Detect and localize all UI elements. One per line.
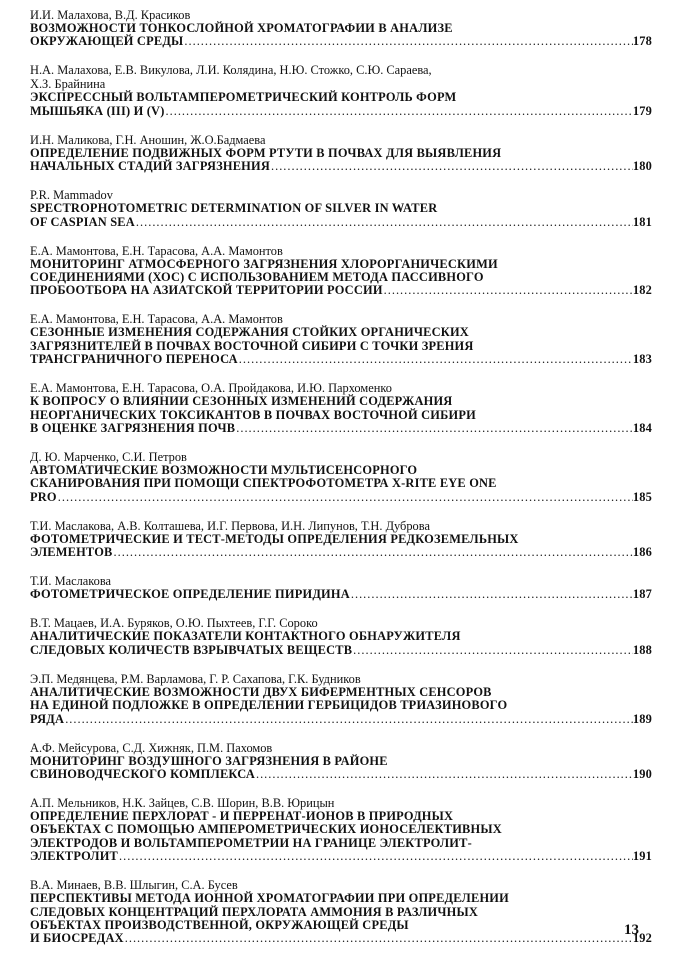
entry-title-line: АНАЛИТИЧЕСКИЕ ВОЗМОЖНОСТИ ДВУХ БИФЕРМЕНТНЫХ СЕНСОРОВ (30, 684, 492, 699)
entry-title-text: И БИОСРЕДАХ (30, 931, 124, 946)
entry-authors: Е.А. Мамонтова, Е.Н. Тарасова, О.А. Пройдакова, И.Ю. Пархоменко (30, 381, 392, 396)
entry-title-line: СЕЗОННЫЕ ИЗМЕНЕНИЯ СОДЕРЖАНИЯ СТОЙКИХ ОРГАНИЧЕСКИХ (30, 325, 469, 340)
entry-authors: В.Т. Мацаев, И.А. Буряков, О.Ю. Пыхтеев, Г.Г. Сороко (30, 616, 318, 631)
entry-title-text: СЛЕДОВЫХ КОЛИЧЕСТВ ВЗРЫВЧАТЫХ ВЕЩЕСТВ (30, 642, 353, 657)
entry-page: 184 (632, 421, 652, 436)
entry-title-line: АВТОМАТИЧЕСКИЕ ВОЗМОЖНОСТИ МУЛЬТИСЕНСОРНОГО (30, 463, 418, 478)
entry-page: 179 (632, 103, 652, 118)
dot-leader (270, 160, 633, 173)
dot-leader (135, 216, 633, 229)
entry-title-line (30, 546, 652, 559)
dot-leader (57, 491, 633, 504)
entry-title-line: ПЕРСПЕКТИВЫ МЕТОДА ИОННОЙ ХРОМАТОГРАФИИ ПРИ ОПРЕДЕЛЕНИИ (30, 891, 509, 906)
entry-page: 186 (632, 545, 652, 560)
entry-title-text: ЭЛЕМЕНТОВ (30, 545, 113, 560)
entry-title-line: SPECTROPHOTOMETRIC DETERMINATION OF SILVER IN WATER (30, 201, 438, 216)
dot-leader (255, 768, 633, 781)
entry-title-line (30, 588, 652, 601)
entry-page: 187 (632, 587, 652, 602)
dot-leader (235, 422, 633, 435)
entry-page: 190 (632, 766, 652, 781)
entry-title-line (30, 284, 652, 297)
entry-title-line: ЭЛЕКТРОДОВ И ВОЛЬТАМПЕРОМЕТРИИ НА ГРАНИЦЕ ЭЛЕКТРОЛИТ- (30, 835, 472, 850)
entry-title-text: ОКРУЖАЮЩЕЙ СРЕДЫ (30, 34, 184, 49)
toc-entry (30, 8, 652, 49)
entry-title-line (30, 713, 652, 726)
entry-authors: Е.А. Мамонтова, Е.Н. Тарасова, А.А. Мамонтов (30, 243, 283, 258)
entry-page: 181 (632, 214, 652, 229)
entry-title-line: ЭКСПРЕССНЫЙ ВОЛЬТАМПЕРОМЕТРИЧЕСКИЙ КОНТРОЛЬ ФОРМ (30, 90, 457, 105)
entry-authors: А.П. Мельников, Н.К. Зайцев, С.В. Шорин, В.В. Юрицын (30, 795, 335, 810)
dot-leader (165, 105, 633, 118)
entry-title-line (30, 422, 652, 435)
entry-title-text: ТРАНСГРАНИЧНОГО ПЕРЕНОСА (30, 352, 238, 367)
entry-title-line (30, 644, 652, 657)
entry-authors: Э.П. Медянцева, Р.М. Варламова, Г. Р. Сахапова, Г.К. Будников (30, 671, 361, 686)
entry-page: 189 (632, 711, 652, 726)
dot-leader (350, 588, 633, 601)
toc-entry (30, 381, 652, 435)
entry-title-line: ФОТОМЕТРИЧЕСКИЕ И ТЕСТ-МЕТОДЫ ОПРЕДЕЛЕНИЯ РЕДКОЗЕМЕЛЬНЫХ (30, 531, 519, 546)
toc-entry (30, 616, 652, 657)
entry-title-line (30, 216, 652, 229)
entry-page: 192 (632, 931, 652, 946)
dot-leader (118, 850, 633, 863)
entry-title-text: МЫШЬЯКА (III) И (V) (30, 103, 165, 118)
entry-title-line: НА ЕДИНОЙ ПОДЛОЖКЕ В ОПРЕДЕЛЕНИИ ГЕРБИЦИДОВ ТРИАЗИНОВОГО (30, 698, 508, 713)
toc-entry (30, 133, 652, 174)
entry-page: 188 (632, 642, 652, 657)
entry-title-text: ФОТОМЕТРИЧЕСКОЕ ОПРЕДЕЛЕНИЕ ПИРИДИНА (30, 587, 350, 602)
entry-authors: Е.А. Мамонтова, Е.Н. Тарасова, А.А. Мамонтов (30, 312, 283, 327)
entry-page: 178 (632, 34, 652, 49)
dot-leader (113, 546, 633, 559)
dot-leader (124, 932, 633, 945)
entry-page: 185 (632, 489, 652, 504)
entry-title-text: ЭЛЕКТРОЛИТ (30, 849, 119, 864)
dot-leader (183, 35, 632, 48)
toc-entry (30, 741, 652, 782)
entry-page: 183 (632, 352, 652, 367)
entry-title-text: СВИНОВОДЧЕСКОГО КОМПЛЕКСА (30, 766, 255, 781)
entry-title-line: МОНИТОРИНГ АТМОСФЕРНОГО ЗАГРЯЗНЕНИЯ ХЛОРОРГАНИЧЕСКИМИ (30, 256, 498, 271)
entry-title-line (30, 932, 652, 945)
entry-title-line (30, 160, 652, 173)
table-of-contents (30, 8, 652, 960)
entry-title-text: OF CASPIAN SEA (30, 214, 135, 229)
dot-leader (383, 284, 633, 297)
entry-authors: И.Н. Маликова, Г.Н. Аношин, Ж.О.Бадмаева (30, 132, 266, 147)
entry-title-line: ОБЪЕКТАХ С ПОМОЩЬЮ АМПЕРОМЕТРИЧЕСКИХ ИОНОСЕЛЕКТИВНЫХ (30, 822, 502, 837)
entry-title-line (30, 105, 652, 118)
entry-title-text: НАЧАЛЬНЫХ СТАДИЙ ЗАГРЯЗНЕНИЯ (30, 159, 270, 174)
entry-authors: Х.З. Брайнина (30, 77, 106, 92)
entry-title-text: В ОЦЕНКЕ ЗАГРЯЗНЕНИЯ ПОЧВ (30, 421, 236, 436)
entry-title-line: К ВОПРОСУ О ВЛИЯНИИ СЕЗОННЫХ ИЗМЕНЕНИЙ СОДЕРЖАНИЯ (30, 394, 453, 409)
entry-page: 191 (632, 849, 652, 864)
entry-authors: Т.И. Маслакова (30, 574, 112, 589)
entry-title-line (30, 353, 652, 366)
page-number: 13 (624, 922, 639, 938)
entry-authors: Т.И. Маслакова, А.В. Колташева, И.Г. Первова, И.Н. Липунов, Т.Н. Дуброва (30, 518, 430, 533)
entry-title-line: СОЕДИНЕНИЯМИ (ХОС) С ИСПОЛЬЗОВАНИЕМ МЕТОДА ПАССИВНОГО (30, 270, 484, 285)
toc-entry (30, 519, 652, 560)
toc-entry (30, 796, 652, 864)
toc-entry (30, 672, 652, 726)
dot-leader (64, 713, 633, 726)
entry-title-line: ЗАГРЯЗНИТЕЛЕЙ В ПОЧВАХ ВОСТОЧНОЙ СИБИРИ С ТОЧКИ ЗРЕНИЯ (30, 338, 474, 353)
entry-authors: А.Ф. Мейсурова, С.Д. Хижняк, П.М. Пахомов (30, 740, 273, 755)
entry-title-line: ОПРЕДЕЛЕНИЕ ПЕРХЛОРАТ - И ПЕРРЕНАТ-ИОНОВ В ПРИРОДНЫХ (30, 808, 454, 823)
entry-title-line: МОНИТОРИНГ ВОЗДУШНОГО ЗАГРЯЗНЕНИЯ В РАЙОНЕ (30, 753, 388, 768)
entry-title-text: ПРОБООТБОРА НА АЗИАТСКОЙ ТЕРРИТОРИИ РОССИИ (30, 283, 383, 298)
dot-leader (352, 644, 633, 657)
entry-title-line: СЛЕДОВЫХ КОНЦЕНТРАЦИЙ ПЕРХЛОРАТА АММОНИЯ В РАЗЛИЧНЫХ (30, 904, 479, 919)
entry-title-line (30, 35, 652, 48)
entry-page: 182 (632, 283, 652, 298)
entry-title-text: PRO (30, 489, 57, 504)
entry-title-line (30, 491, 652, 504)
toc-entry (30, 63, 652, 118)
entry-title-line: АНАЛИТИЧЕСКИЕ ПОКАЗАТЕЛИ КОНТАКТНОГО ОБНАРУЖИТЕЛЯ (30, 629, 461, 644)
entry-title-line (30, 768, 652, 781)
entry-authors: В.А. Минаев, В.В. Шлыгин, С.А. Бусев (30, 878, 238, 893)
dot-leader (238, 353, 633, 366)
entry-title-line (30, 850, 652, 863)
toc-entry (30, 188, 652, 229)
toc-entry (30, 312, 652, 366)
toc-entry (30, 878, 652, 946)
toc-entry (30, 574, 652, 601)
entry-authors: И.И. Малахова, В.Д. Красиков (30, 8, 191, 22)
entry-authors: Н.А. Малахова, Е.В. Викулова, Л.И. Колядина, Н.Ю. Стожко, С.Ю. Сараева, (30, 63, 432, 78)
toc-entry (30, 244, 652, 298)
entry-page: 180 (632, 159, 652, 174)
entry-title-line: ОПРЕДЕЛЕНИЕ ПОДВИЖНЫХ ФОРМ РТУТИ В ПОЧВАХ ДЛЯ ВЫЯВЛЕНИЯ (30, 145, 502, 160)
entry-title-line: ОБЪЕКТАХ ПРОИЗВОДСТВЕННОЙ, ОКРУЖАЮЩЕЙ СРЕДЫ (30, 917, 409, 932)
entry-authors: P.R. Mammadov (30, 188, 113, 203)
entry-title-line: СКАНИРОВАНИЯ ПРИ ПОМОЩИ СПЕКТРОФОТОМЕТРА X-RITE EYE ONE (30, 476, 497, 491)
entry-title-text: РЯДА (30, 711, 65, 726)
entry-title-line: НЕОРГАНИЧЕСКИХ ТОКСИКАНТОВ В ПОЧВАХ ВОСТОЧНОЙ СИБИРИ (30, 407, 476, 422)
entry-authors: Д. Ю. Марченко, С.И. Петров (30, 450, 187, 465)
toc-entry (30, 450, 652, 504)
entry-title-line: ВОЗМОЖНОСТИ ТОНКОСЛОЙНОЙ ХРОМАТОГРАФИИ В АНАЛИЗЕ (30, 21, 453, 35)
